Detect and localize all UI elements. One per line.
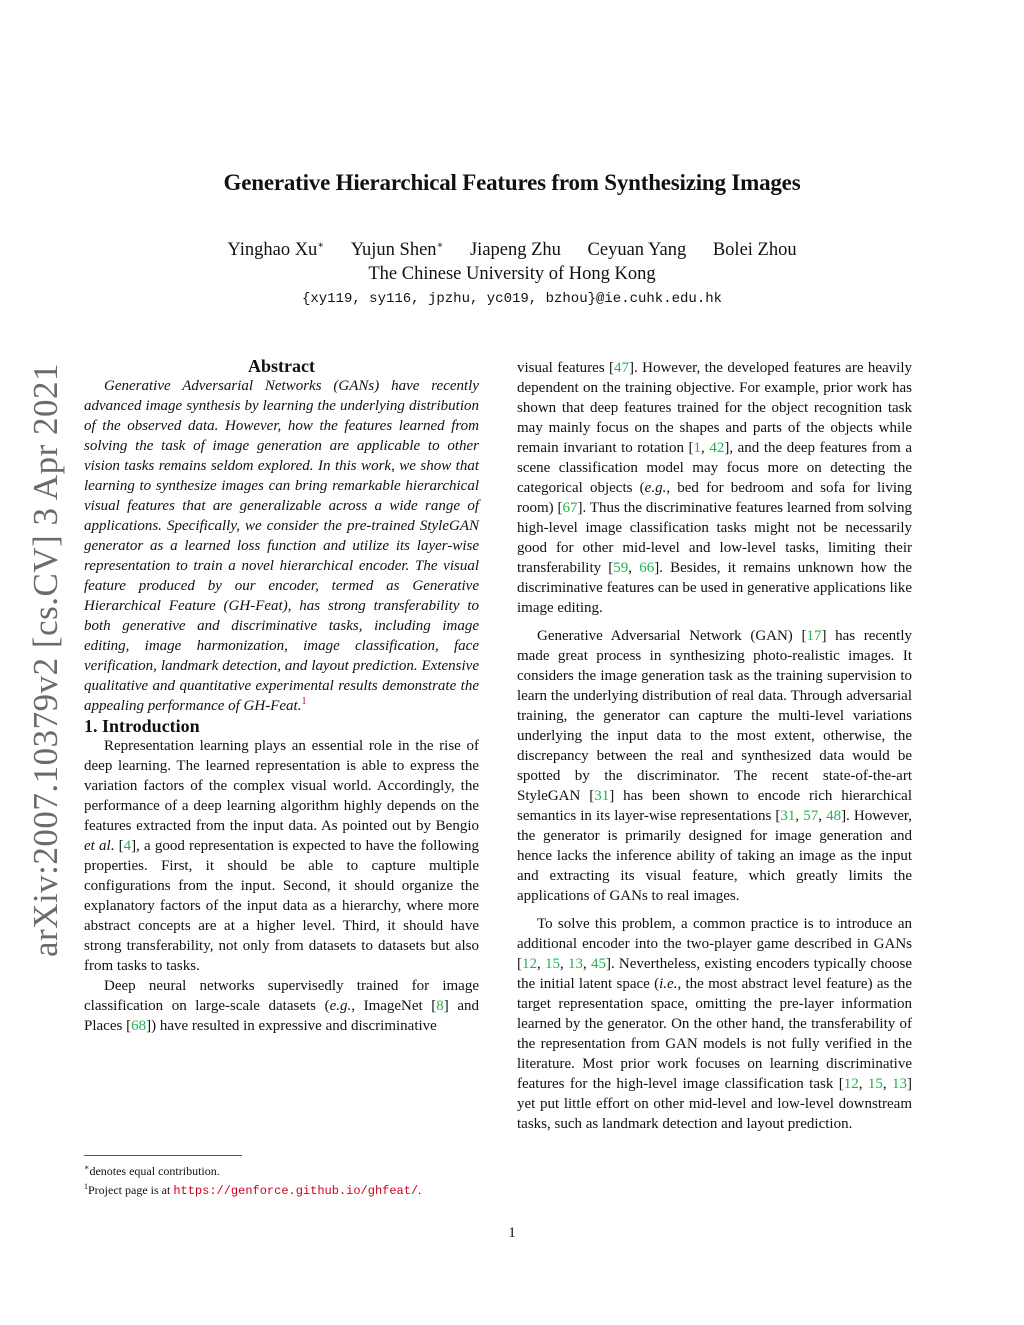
citation-link[interactable]: 48 (826, 808, 842, 824)
citation-link[interactable]: 45 (590, 956, 606, 972)
author-emails: {xy119, sy116, jpzhu, yc019, bzhou}@ie.cuhk.edu.hk (301, 291, 723, 307)
citation-link[interactable]: 1 (693, 440, 702, 456)
intro-paragraph-1: Representation learning plays an essential role in the rise of deep learning. The learned representation is able to express the variation factors of the complex visual world. Accordingly, the performance of a deep learning algorithm highly depends on the features extracted from the input data. As pointed out by Bengio et al. [4], a good representation is expected to have the following properties. First, it should be able to capture multiple configurations from the input. Second, it should organize the explanatory factors of the input data as a hierarchy, where more abstract concepts are at a higher level. Third, it should have strong transferability, not only from datasets to datasets but also from tasks to tasks. (84, 738, 479, 974)
left-column (84, 356, 479, 1036)
citation-link[interactable]: 42 (709, 440, 725, 456)
footnote-equal-contribution: ∗denotes equal contribution. (84, 1163, 220, 1178)
author-2: Yujun Shen∗ (350, 240, 444, 261)
abstract-heading: Abstract (248, 356, 315, 376)
citation-link[interactable]: 67 (562, 500, 578, 516)
author-1: Yinghao Xu∗ (227, 240, 325, 261)
intro-paragraph-5: To solve this problem, a common practice is to introduce an additional encoder into the two-player game described in GANs [12, 15, 13, 45]. Nevertheless, existing encoders typically choose the initial latent space (i.e., the most abstract level feature) as the target representation space, omitting the pre-layer information learned by the generator. On the other hand, the transferability of the representation from GAN models is not fully verified in the literature. Most prior work focuses on learning discriminative features for the high-level image classification task [12, 15, 13] yet put little effort on other mid-level and low-level downstream tasks, such as landmark detection and layout prediction. (517, 916, 913, 1132)
page-number: 1 (508, 1225, 516, 1241)
citation-link[interactable]: 31 (780, 808, 796, 824)
citation-link[interactable]: 8 (436, 998, 444, 1014)
project-page-link[interactable]: https://genforce.github.io/ghfeat/ (173, 1184, 419, 1198)
arxiv-sidebar (22, 360, 70, 960)
citation-link[interactable]: 13 (567, 956, 583, 972)
citation-link[interactable]: 12 (843, 1076, 859, 1092)
footnote-project-page: $^1$Project page is at https://genforce.github.io/ghfeat/. (84, 1182, 422, 1198)
intro-paragraph-4: Generative Adversarial Network (GAN) [17] has recently made great process in synthesizing photo-realistic images. It considers the image generation task as the training supervision to learn the underlying distribution of real data. Through adversarial training, the generator can capture the multi-level variations underlying the input data to the most extent, otherwise, the discrepancy between the real and synthesized data would be spotted by the discriminator. The recent state-of-the-art StyleGAN [31] has been shown to encode rich hierarchical semantics in its layer-wise representations [31, 57, 48]. However, the generator is primarily designed for image generation and hence lacks the inference ability of taking an image as the input and extracting its visual feature, which greatly limits the applications of GANs to real images. (517, 628, 913, 904)
footnote-ref-1[interactable]: 1 (301, 696, 307, 707)
citation-link[interactable]: 12 (522, 956, 537, 972)
arxiv-identifier: arXiv:2007.10379v2 [cs.CV] 3 Apr 2021 (26, 362, 66, 958)
citation-link[interactable]: 66 (639, 560, 655, 576)
citation-link[interactable]: 68 (131, 1018, 147, 1034)
citation-link[interactable]: 57 (803, 808, 819, 824)
author-3: Jiapeng Zhu (469, 240, 561, 261)
footnote-divider (84, 1155, 242, 1156)
citation-link[interactable]: 31 (594, 788, 610, 804)
citation-link[interactable]: 47 (614, 360, 630, 376)
footnotes (84, 1160, 504, 1199)
citation-link[interactable]: 17 (806, 628, 822, 644)
intro-paragraph-2: Deep neural networks supervisedly trained for image classification on large-scale datasets (e.g., ImageNet [8] and Places [68]) have resulted in expressive and discriminative (84, 978, 480, 1034)
right-column (517, 358, 912, 1134)
citation-link[interactable]: 59 (613, 560, 629, 576)
citation-link[interactable]: 4 (123, 838, 132, 854)
abstract-text: Generative Adversarial Networks (GANs) have recently advanced image synthesis by learning the underlying distribution of the observed data. However, how the features learned from solving the task of image generation are applicable to other vision tasks remains seldom explored. In this work, we show that learning to synthesize images can bring remarkable hierarchical visual features that are generalizable across a wide range of applications. Specifically, we consider the pre-trained StyleGAN generator as a learned loss function and utilize its layer-wise representation to train a novel hierarchical encoder. The visual feature produced by our encoder, termed as Generative Hierarchical Feature (GH-Feat), has strong transferability to both generative and discriminative tasks, including image editing, image harmonization, image classification, face verification, landmark detection, and layout prediction. Extensive qualitative and quantitative experimental results demonstrate the appealing performance of GH-Feat.$^1$ (84, 378, 479, 714)
intro-paragraph-3: visual features [47]. However, the developed features are heavily dependent on the training objective. For example, prior work has shown that deep features trained for the object recognition task may mainly focus on the shapes and parts of the objects while remain invariant to rotation [1, 42], and the deep features from a scene classification model may focus more on detecting the categorical objects (e.g., bed for bedroom and sofa for living room) [67]. Thus the discriminative features learned from solving high-level image classification tasks might not be necessarily good for other mid-level and low-level tasks, limiting their transferability [59, 66]. Besides, it remains unknown how the discriminative features can be used in generative applications like image editing. (517, 360, 913, 616)
citation-link[interactable]: 13 (892, 1076, 908, 1092)
affiliation: The Chinese University of Hong Kong (368, 264, 656, 284)
author-4: Ceyuan Yang (587, 240, 687, 261)
citation-link[interactable]: 15 (867, 1076, 883, 1092)
citation-link[interactable]: 15 (544, 956, 560, 972)
section-heading-introduction: 1. Introduction (84, 716, 200, 736)
author-list (0, 240, 1024, 261)
paper-title: Generative Hierarchical Features from Synthesizing Images (223, 170, 801, 195)
author-5: Bolei Zhou (712, 240, 797, 261)
